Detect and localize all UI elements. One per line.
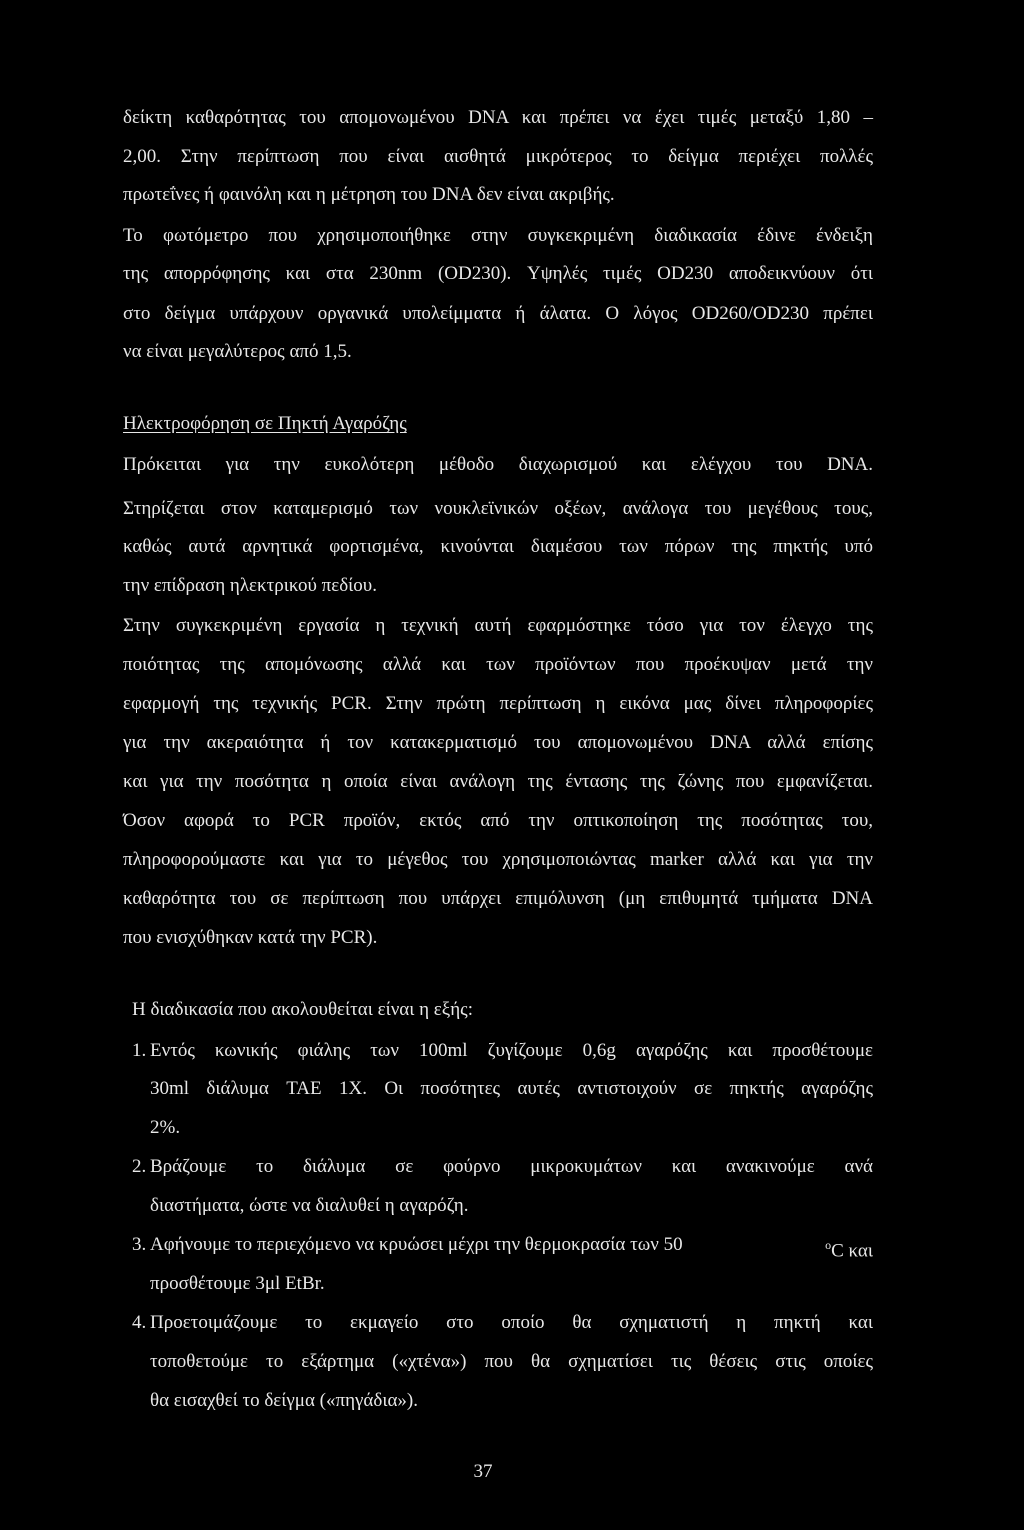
step-line: προσθέτουμε 3μl EtBr. [150,1273,325,1294]
paragraph-line: δείκτη καθαρότητας του απομονωμένου DNA και πρέπει να έχει τιμές μεταξύ 1,80 – [123,107,873,128]
degree-superscript: o [825,1238,832,1252]
step-line-text: Αφήνουμε το περιεχόμενο να κρυώσει μέχρι την θερμοκρασία των 50 [150,1234,683,1255]
step-line: Προετοιμάζουμε το εκμαγείο στο οποίο θα σχηματιστή η πηκτή και [150,1312,873,1333]
paragraph-line: εφαρμογή της τεχνικής PCR. Στην πρώτη περίπτωση η εικόνα μας δίνει πληροφορίες [123,693,873,714]
paragraph-line: Το φωτόμετρο που χρησιμοποιήθηκε στην συγκεκριμένη διαδικασία έδινε ένδειξη [123,225,873,246]
step-line: διαστήματα, ώστε να διαλυθεί η αγαρόζη. [150,1195,469,1216]
paragraph-line: για την ακεραιότητα ή τον κατακερματισμό του απομονωμένου DNA αλλά επίσης [123,732,873,753]
paragraph-line: 2,00. Στην περίπτωση που είναι αισθητά μικρότερος το δείγμα περιέχει πολλές [123,146,873,167]
paragraph-line: της απορρόφησης και στα 230nm (OD230). Υψηλές τιμές OD230 αποδεικνύουν ότι [123,263,873,284]
step-line-tail [825,1233,873,1263]
procedure-intro: Η διαδικασία που ακολουθείται είναι η εξής: [132,999,473,1020]
paragraph-line: Όσον αφορά το PCR προϊόν, εκτός από την οπτικοποίηση της ποσότητας του, [123,810,873,831]
step-line: τοποθετούμε το εξάρτημα («χτένα») που θα σχηματίσει τις θέσεις στις οποίες [150,1351,873,1372]
step-line: 30ml διάλυμα TAE 1X. Οι ποσότητες αυτές αντιστοιχούν σε πηκτής αγαρόζης [150,1078,873,1099]
paragraph-line: ποιότητας της απομόνωσης αλλά και των προϊόντων που προέκυψαν μετά την [123,654,873,675]
page-number: 37 [473,1461,493,1482]
step-line: Βράζουμε το διάλυμα σε φούρνο μικροκυμάτων και ανακινούμε ανά [150,1156,873,1177]
paragraph-line: να είναι μεγαλύτερος από 1,5. [123,341,352,362]
section-heading: Ηλεκτροφόρηση σε Πηκτή Αγαρόζης [123,413,407,434]
paragraph-line: και για την ποσότητα η οποία είναι ανάλογη της έντασης της ζώνης που εμφανίζεται. [123,771,873,792]
step-line: 2%. [150,1117,181,1138]
step-line [150,1233,873,1263]
paragraph-line: στο δείγμα υπάρχουν οργανικά υπολείμματα ή άλατα. Ο λόγος OD260/OD230 πρέπει [123,303,873,324]
step-number: 4. [132,1312,147,1333]
paragraph-line: την επίδραση ηλεκτρικού πεδίου. [123,575,377,596]
step-line: Εντός κωνικής φιάλης των 100ml ζυγίζουμε 0,6g αγαρόζης και προσθέτουμε [150,1040,873,1061]
paragraph-line: καθώς αυτά αρνητικά φορτισμένα, κινούνται διαμέσου των πόρων της πηκτής υπό [123,536,873,557]
paragraph-line: καθαρότητα του σε περίπτωση που υπάρχει επιμόλυνση (μη επιθυμητά τμήματα DNA [123,888,873,909]
paragraph-line: πληροφορούμαστε και για το μέγεθος του χρησιμοποιώντας marker αλλά και για την [123,849,873,870]
paragraph-line: πρωτεΐνες ή φαινόλη και η μέτρηση του DNA δεν είναι ακριβής. [123,184,615,205]
paragraph-line: Στην συγκεκριμένη εργασία η τεχνική αυτή εφαρμόστηκε τόσο για τον έλεγχο της [123,615,873,636]
step-line-tail-text: C και [831,1240,873,1262]
step-line: θα εισαχθεί το δείγμα («πηγάδια»). [150,1390,418,1411]
step-number: 3. [132,1234,147,1255]
paragraph-line: Στηρίζεται στον καταμερισμό των νουκλεϊνικών οξέων, ανάλογα του μεγέθους τους, [123,498,873,519]
step-number: 1. [132,1040,147,1061]
paragraph-line: Πρόκειται για την ευκολότερη μέθοδο διαχωρισμού και ελέγχου του DNA. [123,454,873,475]
step-number: 2. [132,1156,147,1177]
paragraph-line: που ενισχύθηκαν κατά την PCR). [123,927,378,948]
